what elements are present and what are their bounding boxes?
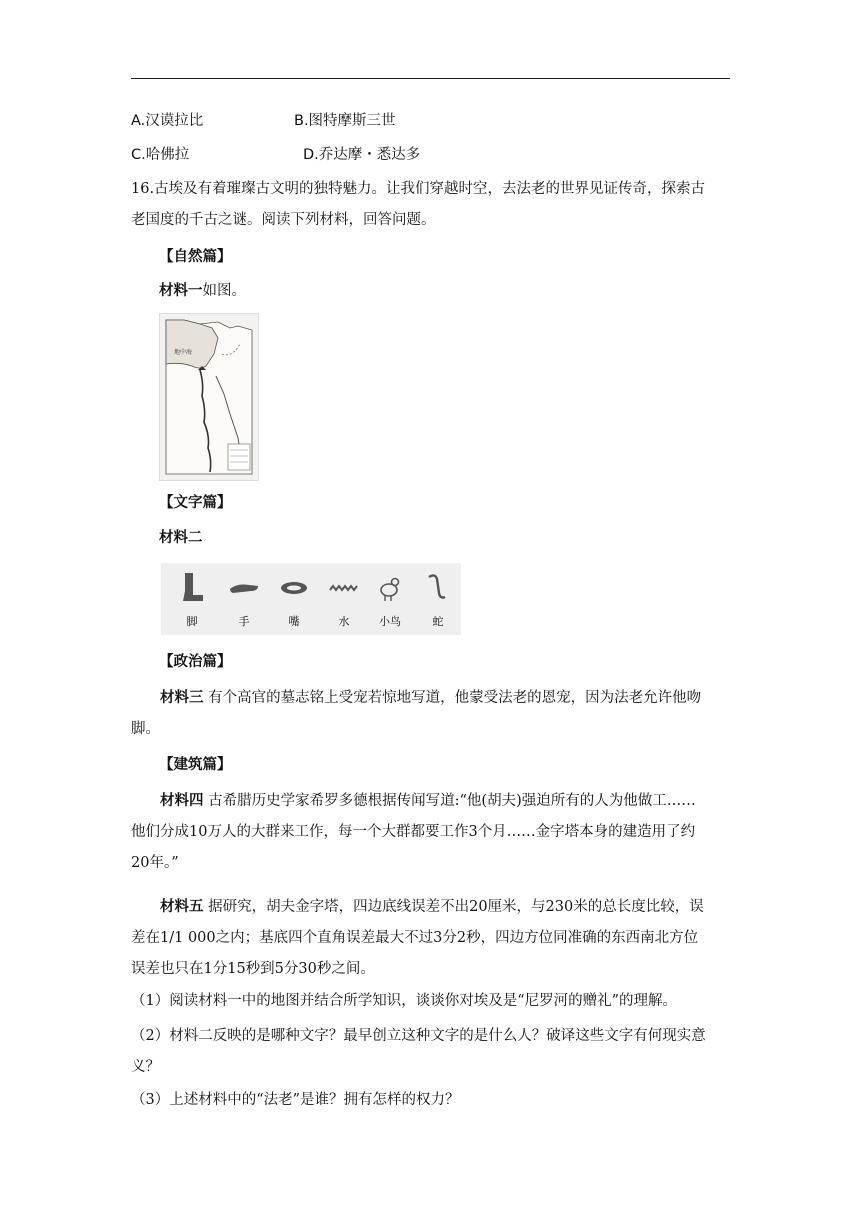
question-2-line1: （2）材料二反映的是哪种文字？最早创立这种文字的是什么人？破译这些文字有何现实意 (131, 1028, 706, 1044)
snake-glyph-icon (423, 571, 453, 603)
glyph-label-water: 水 (338, 615, 350, 628)
material3-text: 有个高官的墓志铭上受宠若惊地写道，他蒙受法老的恩宠，因为法老允许他吻 (208, 690, 702, 706)
question-1: （1）阅读材料一中的地图并结合所学知识，谈谈你对埃及是“尼罗河的赠礼”的理解。 (131, 993, 678, 1009)
question-intro (131, 174, 730, 236)
material4 (131, 785, 730, 879)
question-intro-line1: 16.古埃及有着璀璨古文明的独特魅力。让我们穿越时空，去法老的世界见证传奇，探索古 (131, 181, 706, 197)
hand-glyph-icon (229, 571, 259, 603)
map-sea-label: 地中海 (174, 349, 193, 356)
section-politics: 【政治篇】 (159, 653, 232, 670)
header-rule (131, 78, 730, 79)
egypt-nile-map (159, 313, 259, 481)
material5 (131, 891, 730, 985)
option-d: D.乔达摩・悉达多 (303, 147, 421, 163)
glyph-label-foot: 脚 (186, 615, 198, 628)
mouth-glyph-icon (279, 571, 309, 603)
bird-glyph-icon (375, 571, 405, 603)
question-3: （3）上述材料中的“法老”是谁？拥有怎样的权力？ (131, 1092, 460, 1108)
water-glyph-icon (329, 571, 359, 603)
glyph-label-hand: 手 (238, 615, 250, 628)
material5-line3: 误差也只在1分15秒到5分30秒之间。 (131, 961, 375, 977)
question-intro-line2: 老国度的千古之谜。阅读下列材料，回答问题。 (131, 212, 436, 228)
material1 (159, 281, 246, 301)
material4-text: 古希腊历史学家希罗多德根据传闻写道:“他(胡夫)强迫所有的人为他做工…… (208, 793, 696, 809)
glyph-label-mouth: 嘴 (288, 615, 300, 628)
material4-line2: 他们分成10万人的大群来工作，每一个大群都要工作3个月……金字塔本身的建造用了约 (131, 824, 696, 840)
option-b: B.图特摩斯三世 (294, 113, 396, 129)
material4-line1 (131, 785, 730, 817)
material5-label: 材料五 (160, 898, 204, 915)
sub-questions (131, 986, 730, 1116)
material5-line2: 差在1/1 000之内；基底四个直角误差最大不过3分2秒，四边方位同准确的东西南北方位 (131, 930, 699, 946)
material3 (131, 682, 730, 745)
material5-text: 据研究，胡夫金字塔，四边底线误差不出20厘米，与230米的总长度比较，误 (208, 899, 704, 915)
material4-label: 材料四 (160, 792, 204, 809)
hieroglyph-panel (161, 563, 461, 635)
material3-label: 材料三 (160, 689, 204, 706)
question-2-line2: 义？ (131, 1059, 160, 1075)
material3-line1 (131, 682, 730, 714)
glyph-label-bird: 小鸟 (379, 615, 401, 628)
section-writing: 【文字篇】 (159, 494, 232, 511)
map-drawing (160, 314, 258, 480)
material1-label: 材料一 (159, 282, 203, 299)
option-a: A.汉谟拉比 (131, 113, 204, 129)
material4-line3: 20年。” (131, 855, 179, 871)
material5-line1 (131, 891, 730, 923)
material1-text: 如图。 (202, 283, 246, 299)
section-architecture: 【建筑篇】 (159, 756, 232, 773)
material3-line2: 脚。 (131, 721, 160, 737)
foot-glyph-icon (177, 571, 207, 603)
option-c: C.哈佛拉 (131, 147, 190, 163)
glyph-label-snake: 蛇 (432, 615, 444, 628)
material2-label: 材料二 (159, 529, 203, 546)
section-nature: 【自然篇】 (159, 248, 232, 265)
